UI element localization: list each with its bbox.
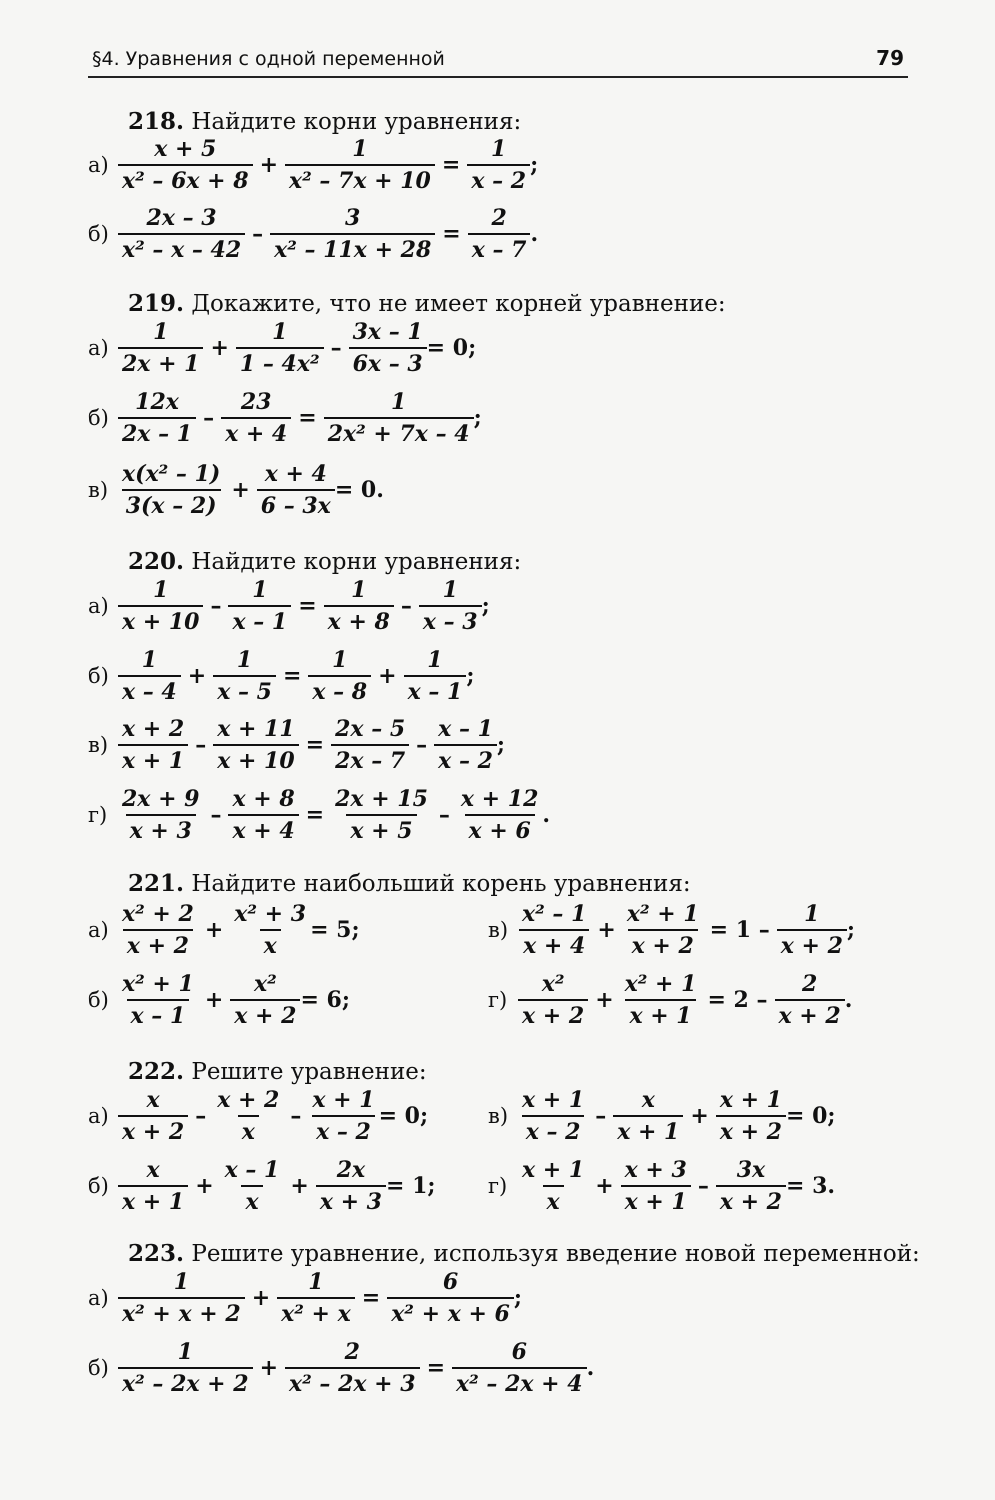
numerator: 6 [442, 1269, 459, 1295]
fraction [118, 319, 203, 377]
operator: + [597, 917, 616, 943]
operator: = [305, 802, 325, 828]
denominator: x [238, 1115, 259, 1145]
equation-end: ; [481, 593, 490, 619]
fraction [118, 577, 203, 635]
numerator: x(x² – 1) [122, 461, 221, 487]
equation [88, 578, 490, 634]
numerator: 1 [173, 1269, 189, 1295]
fraction [221, 389, 291, 447]
numerator: 1 [390, 389, 407, 415]
numerator: 1 [236, 647, 253, 673]
fraction [213, 716, 298, 774]
numerator: x – 1 [224, 1157, 280, 1183]
operator: – [210, 802, 222, 828]
denominator: x + 6 [465, 814, 535, 844]
numerator: x [641, 1087, 655, 1113]
denominator: x – 1 [404, 675, 467, 705]
equation-label: а) [88, 336, 109, 360]
denominator: x + 4 [221, 417, 291, 447]
fraction [213, 647, 276, 705]
equation [88, 206, 538, 262]
equation-label: в) [88, 733, 109, 757]
denominator: 2x – 1 [118, 417, 196, 447]
fraction [716, 1157, 786, 1215]
operator: – [697, 1173, 709, 1199]
numerator: x + 2 [217, 1087, 280, 1113]
fraction [285, 136, 435, 194]
equation [88, 1088, 428, 1144]
numerator: x + 11 [217, 716, 295, 742]
equation [88, 787, 550, 843]
numerator: 23 [240, 389, 272, 415]
fraction [387, 1269, 514, 1327]
page-header [88, 46, 908, 78]
denominator: x + 4 [228, 814, 298, 844]
fraction [118, 971, 198, 1029]
fraction [621, 971, 701, 1029]
numerator: 12x [135, 389, 179, 415]
denominator: x + 1 [118, 1185, 188, 1215]
operator: + [195, 1173, 214, 1199]
denominator: x + 4 [519, 929, 589, 959]
equation [88, 462, 384, 518]
operator: – [438, 802, 450, 828]
operator: + [595, 987, 614, 1013]
denominator: x + 1 [621, 1185, 691, 1215]
problem-title [128, 870, 691, 897]
numerator: x – 1 [438, 716, 493, 742]
denominator: 3(x – 2) [122, 489, 221, 519]
equation [88, 902, 360, 958]
numerator: x² – 1 [522, 901, 587, 927]
problem-title [128, 548, 521, 575]
operator: – [252, 221, 264, 247]
numerator: 1 [427, 647, 443, 673]
numerator: x + 12 [460, 786, 539, 812]
problem-number: 219. [128, 290, 185, 317]
fraction [331, 786, 432, 844]
denominator: x – 2 [434, 744, 497, 774]
operator: = [298, 593, 317, 619]
operator: + [690, 1103, 709, 1129]
denominator: x + 3 [126, 814, 196, 844]
numerator: x² + 2 [122, 901, 194, 927]
fraction [118, 1269, 245, 1327]
fraction [621, 1157, 691, 1215]
equation-label: г) [488, 988, 508, 1012]
numerator: x + 1 [312, 1087, 375, 1113]
equation-label: а) [88, 1286, 109, 1310]
operator: = [305, 732, 325, 758]
operator: + [290, 1173, 309, 1199]
equation [488, 1088, 836, 1144]
problem-text: Решите уравнение: [191, 1059, 427, 1085]
fraction [623, 901, 703, 959]
denominator: x² – x – 42 [118, 233, 245, 263]
denominator: x – 7 [468, 233, 531, 263]
problem-text: Найдите наибольший корень уравнения: [191, 871, 691, 897]
operator: – [195, 732, 207, 758]
numerator: 2x + 9 [122, 786, 200, 812]
equation-label: а) [88, 918, 109, 942]
denominator: x + 5 [346, 814, 416, 844]
equation [88, 1158, 436, 1214]
equation [488, 1158, 835, 1214]
fraction [468, 205, 531, 263]
fraction [308, 647, 371, 705]
operator: = [282, 663, 302, 689]
denominator: x + 1 [613, 1115, 683, 1145]
numerator: 3x – 1 [352, 319, 423, 345]
denominator: x + 3 [316, 1185, 386, 1215]
fraction [118, 461, 224, 519]
equation-end: = 0; [378, 1103, 429, 1129]
operator: – [330, 335, 342, 361]
fraction [277, 1269, 355, 1327]
fraction [285, 1339, 420, 1397]
denominator: x² – 2x + 3 [285, 1367, 420, 1397]
numerator: x² + 1 [624, 971, 697, 997]
fraction [257, 461, 335, 519]
equation-label: б) [88, 1174, 109, 1198]
numerator: 1 [308, 1269, 324, 1295]
denominator: x + 2 [716, 1115, 786, 1145]
equation-end: . [586, 1355, 595, 1381]
denominator: x – 4 [118, 675, 181, 705]
operator: – [595, 1103, 607, 1129]
numerator: x² [253, 971, 277, 997]
denominator: x + 2 [518, 999, 588, 1029]
fraction [777, 901, 847, 959]
denominator: x + 2 [230, 999, 300, 1029]
denominator: x² – 2x + 2 [118, 1367, 253, 1397]
equation [88, 137, 538, 193]
denominator: x + 2 [775, 999, 845, 1029]
numerator: 1 [351, 577, 367, 603]
denominator: x – 2 [522, 1115, 585, 1145]
fraction [324, 389, 474, 447]
operator: – [400, 593, 412, 619]
equation-end: ; [513, 1285, 522, 1311]
numerator: x² + 3 [234, 901, 307, 927]
numerator: x² + 1 [626, 901, 699, 927]
numerator: x + 1 [522, 1157, 585, 1183]
numerator: 1 [352, 136, 368, 162]
numerator: x + 2 [122, 716, 185, 742]
equation-end: ; [530, 152, 539, 178]
numerator: 1 [272, 319, 288, 345]
denominator: x + 2 [123, 929, 193, 959]
fraction [518, 901, 590, 959]
problem-text: Докажите, что не имеет корней уравнение: [191, 291, 726, 317]
fraction [518, 1157, 588, 1215]
denominator: x + 2 [628, 929, 698, 959]
numerator: x + 4 [264, 461, 327, 487]
problem-number: 220. [128, 548, 185, 575]
numerator: 1 [804, 901, 820, 927]
fraction [230, 971, 300, 1029]
operator: = [361, 1285, 381, 1311]
numerator: 1 [141, 647, 158, 673]
operator: – [290, 1103, 302, 1129]
numerator: 1 [442, 577, 458, 603]
fraction [404, 647, 467, 705]
numerator: x [146, 1087, 160, 1113]
page-number: 79 [876, 46, 904, 70]
denominator: x – 1 [127, 999, 190, 1029]
equation [88, 648, 474, 704]
equation-end: . [542, 802, 551, 828]
denominator: x² – 2x + 4 [452, 1367, 587, 1397]
equation [488, 972, 852, 1028]
equation-end: = 0; [786, 1103, 836, 1129]
numerator: 2 [801, 971, 818, 997]
numerator: 2x – 3 [146, 205, 217, 231]
fraction [270, 205, 435, 263]
fraction [118, 786, 203, 844]
equation-end: = 0. [334, 477, 384, 503]
numerator: x + 5 [154, 136, 217, 162]
fraction [118, 1339, 253, 1397]
equation [88, 1270, 522, 1326]
numerator: 6 [511, 1339, 527, 1365]
operator: = 1 – [709, 917, 770, 943]
fraction [349, 319, 427, 377]
equation-label: б) [88, 988, 109, 1012]
equation-label: а) [88, 1104, 109, 1128]
fraction [716, 1087, 786, 1145]
numerator: x² + 1 [122, 971, 194, 997]
fraction [613, 1087, 683, 1145]
equation-label: б) [88, 406, 109, 430]
equation-end: . [844, 987, 853, 1013]
equation-end: = 6; [300, 987, 350, 1013]
operator: + [187, 663, 207, 689]
denominator: x + 1 [625, 999, 695, 1029]
equation [88, 320, 476, 376]
operator: + [378, 663, 397, 689]
operator: – [203, 405, 215, 431]
numerator: 1 [332, 647, 348, 673]
equation-end: ; [466, 663, 475, 689]
fraction [467, 136, 530, 194]
fraction [419, 577, 482, 635]
denominator: x + 2 [716, 1185, 786, 1215]
equation-label: г) [88, 803, 108, 827]
equation-label: б) [88, 664, 109, 688]
fraction [118, 1157, 188, 1215]
fraction [434, 716, 497, 774]
fraction [118, 901, 198, 959]
numerator: 2 [491, 205, 507, 231]
numerator: x + 8 [232, 786, 295, 812]
problem-text: Найдите корни уравнения: [191, 109, 522, 135]
equation [88, 717, 505, 773]
fraction [230, 901, 310, 959]
denominator: x² – 11x + 28 [270, 233, 435, 263]
fraction [324, 577, 394, 635]
denominator: x + 1 [118, 744, 188, 774]
numerator: 1 [177, 1339, 193, 1365]
equation-label: а) [88, 594, 109, 618]
denominator: 2x – 7 [331, 744, 409, 774]
numerator: 3x [736, 1157, 766, 1183]
operator: + [210, 335, 229, 361]
fraction [316, 1157, 386, 1215]
fraction [118, 716, 188, 774]
problem-title [128, 1240, 920, 1267]
denominator: x² + x + 6 [387, 1297, 514, 1327]
operator: + [204, 917, 224, 943]
equation-label: в) [88, 478, 109, 502]
equation-label: б) [88, 222, 109, 246]
problem-number: 221. [128, 870, 185, 897]
operator: + [259, 152, 278, 178]
numerator: x + 3 [624, 1157, 687, 1183]
equation-end: ; [473, 405, 482, 431]
equation [488, 902, 855, 958]
denominator: x – 3 [419, 605, 482, 635]
fraction [457, 786, 542, 844]
numerator: x [146, 1157, 160, 1183]
equation-end: = 0; [426, 335, 477, 361]
fraction [118, 647, 181, 705]
numerator: 1 [252, 577, 268, 603]
problem-number: 218. [128, 108, 185, 135]
numerator: x + 1 [719, 1087, 782, 1113]
numerator: 1 [153, 577, 169, 603]
denominator: x² + x [277, 1297, 355, 1327]
denominator: x + 10 [213, 744, 298, 774]
fraction [213, 1087, 283, 1145]
operator: – [210, 593, 222, 619]
problem-text: Найдите корни уравнения: [191, 549, 522, 575]
operator: + [251, 1285, 271, 1311]
numerator: 2x [336, 1157, 366, 1183]
equation-end: ; [846, 917, 856, 943]
denominator: x [260, 929, 281, 959]
operator: = [442, 221, 461, 247]
fraction [518, 971, 588, 1029]
numerator: 2 [344, 1339, 360, 1365]
denominator: x – 8 [308, 675, 371, 705]
operator: + [595, 1173, 614, 1199]
fraction [221, 1157, 284, 1215]
denominator: x [241, 1185, 262, 1215]
denominator: x + 8 [324, 605, 394, 635]
denominator: 2x² + 7x – 4 [324, 417, 474, 447]
problem-title [128, 290, 726, 317]
problem-text: Решите уравнение, используя введение новой переменной: [191, 1241, 920, 1267]
fraction [118, 389, 196, 447]
operator: = [426, 1355, 445, 1381]
denominator: 1 – 4x² [236, 347, 324, 377]
fraction [118, 1087, 188, 1145]
numerator: 2x + 15 [335, 786, 428, 812]
problem-title [128, 1058, 427, 1085]
fraction [118, 136, 253, 194]
operator: = 2 – [707, 987, 768, 1013]
fraction [518, 1087, 588, 1145]
fraction [236, 319, 324, 377]
fraction [228, 577, 291, 635]
denominator: x² – 6x + 8 [118, 164, 253, 194]
denominator: x – 1 [228, 605, 291, 635]
fraction [331, 716, 409, 774]
fraction [775, 971, 845, 1029]
denominator: x + 2 [777, 929, 847, 959]
numerator: 1 [153, 319, 169, 345]
numerator: 2x – 5 [335, 716, 406, 742]
operator: = [298, 405, 317, 431]
equation [88, 972, 350, 1028]
denominator: x + 2 [118, 1115, 188, 1145]
equation-end: = 5; [310, 917, 360, 943]
equation-label: г) [488, 1174, 508, 1198]
numerator: 1 [491, 136, 507, 162]
fraction [308, 1087, 378, 1145]
fraction [452, 1339, 587, 1397]
denominator: x – 2 [467, 164, 530, 194]
denominator: x + 10 [118, 605, 203, 635]
equation-end: = 3. [786, 1173, 836, 1199]
operator: – [416, 732, 428, 758]
numerator: x² [541, 971, 565, 997]
equation-end: . [530, 221, 539, 247]
equation-end: = 1; [386, 1173, 436, 1199]
denominator: x [543, 1185, 564, 1215]
equation-label: б) [88, 1356, 109, 1380]
denominator: x – 5 [213, 675, 276, 705]
equation-label: а) [88, 153, 109, 177]
denominator: 6 – 3x [257, 489, 335, 519]
denominator: x² + x + 2 [118, 1297, 245, 1327]
problem-title [128, 108, 521, 135]
fraction [118, 205, 245, 263]
equation [88, 1340, 594, 1396]
operator: + [259, 1355, 278, 1381]
numerator: 3 [345, 205, 361, 231]
denominator: x – 2 [312, 1115, 375, 1145]
equation-label: в) [488, 918, 509, 942]
problem-number: 222. [128, 1058, 185, 1085]
equation [88, 390, 482, 446]
operator: – [195, 1103, 207, 1129]
operator: + [231, 477, 250, 503]
equation-label: в) [488, 1104, 509, 1128]
operator: + [204, 987, 224, 1013]
denominator: 6x – 3 [349, 347, 427, 377]
fraction [228, 786, 298, 844]
operator: = [441, 152, 461, 178]
problem-number: 223. [128, 1240, 185, 1267]
numerator: x + 1 [522, 1087, 585, 1113]
section-title: §4. Уравнения с одной переменной [92, 48, 445, 70]
denominator: 2x + 1 [118, 347, 203, 377]
denominator: x² – 7x + 10 [285, 164, 435, 194]
equation-end: ; [496, 732, 506, 758]
